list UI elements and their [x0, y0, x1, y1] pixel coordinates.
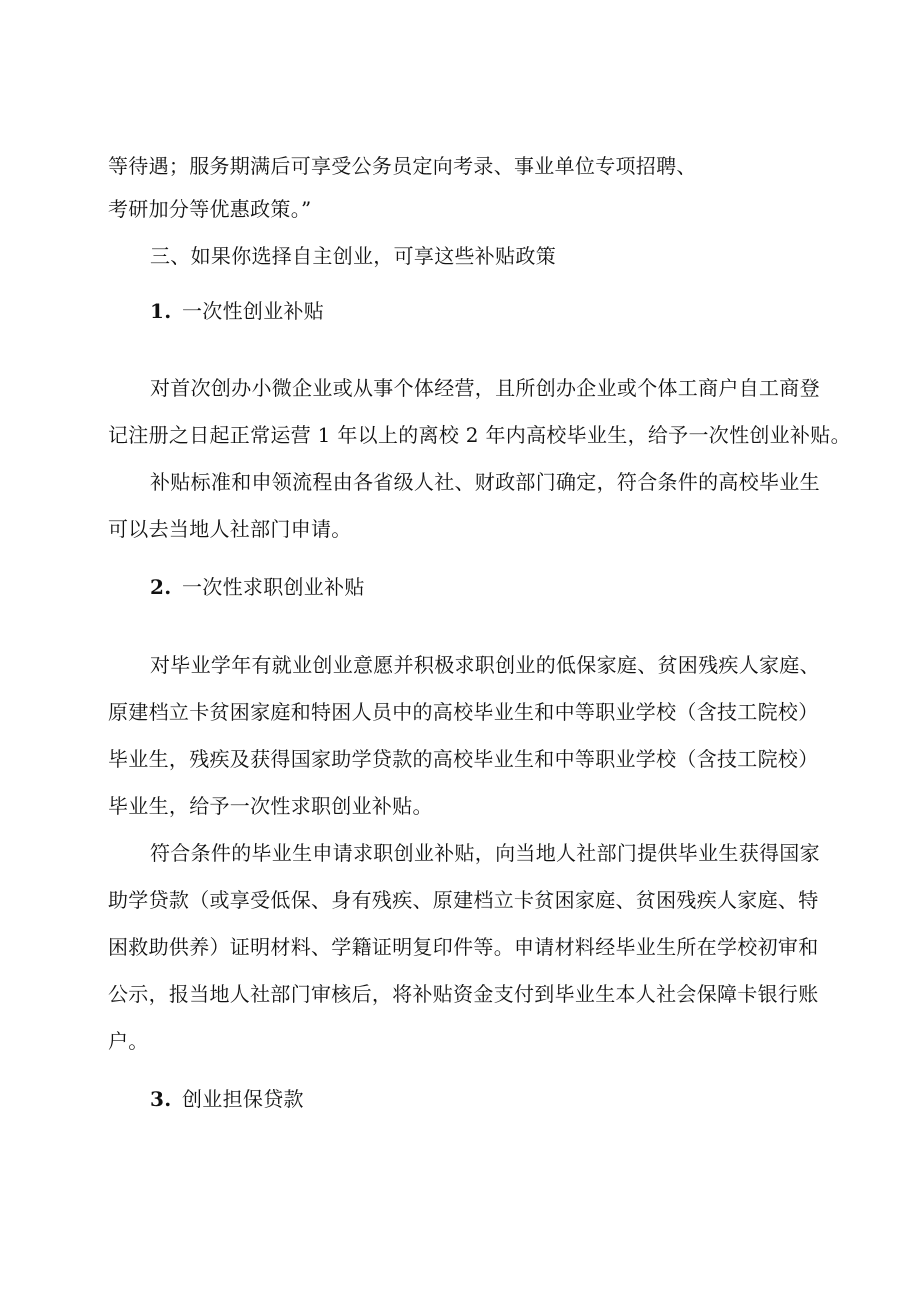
item-1-para-2-line-1: 补贴标准和申领流程由各省级人社、财政部门确定，符合条件的高校毕业生	[150, 470, 820, 494]
item-2-number: 2.	[150, 575, 172, 599]
item-2-heading	[150, 574, 365, 600]
item-2-para-2-line-4: 公示，报当地人社部门审核后，将补贴资金支付到毕业生本人社会保障卡银行账	[108, 982, 819, 1006]
item-3-number: 3.	[150, 1087, 172, 1111]
item-1-para-1-line-1: 对首次创办小微企业或从事个体经营，且所创办企业或个体工商户自工商登	[150, 376, 820, 400]
item-2-title: 一次性求职创业补贴	[182, 575, 365, 599]
intro-line-1: 等待遇；服务期满后可享受公务员定向考录、事业单位专项招聘、	[108, 154, 697, 178]
item-3-title: 创业担保贷款	[182, 1087, 304, 1111]
item-1-number: 1.	[150, 299, 172, 323]
intro-line-2: 考研加分等优惠政策。”	[108, 197, 312, 221]
item-1-title: 一次性创业补贴	[182, 299, 325, 323]
item-2-para-2-line-2: 助学贷款（或享受低保、身有残疾、原建档立卡贫困家庭、贫困残疾人家庭、特	[108, 888, 819, 912]
item-2-para-2-line-5: 户。	[108, 1029, 149, 1053]
item-2-para-1-line-1: 对毕业学年有就业创业意愿并积极求职创业的低保家庭、贫困残疾人家庭、	[150, 653, 820, 677]
section-heading: 三、如果你选择自主创业，可享这些补贴政策	[150, 244, 556, 268]
item-2-para-1-line-2: 原建档立卡贫困家庭和特困人员中的高校毕业生和中等职业学校（含技工院校）	[108, 700, 819, 724]
item-1-para-1-line-2: 记注册之日起正常运营 1 年以上的离校 2 年内高校毕业生，给予一次性创业补贴。	[108, 423, 851, 447]
item-2-para-2-line-1: 符合条件的毕业生申请求职创业补贴，向当地人社部门提供毕业生获得国家	[150, 841, 820, 865]
item-2-para-1-line-3: 毕业生，残疾及获得国家助学贷款的高校毕业生和中等职业学校（含技工院校）	[108, 747, 819, 771]
item-2-para-1-line-4: 毕业生，给予一次性求职创业补贴。	[108, 794, 433, 818]
item-2-para-2-line-3: 困救助供养）证明材料、学籍证明复印件等。申请材料经毕业生所在学校初审和	[108, 935, 819, 959]
item-1-para-2-line-2: 可以去当地人社部门申请。	[108, 517, 352, 541]
item-3-heading	[150, 1086, 304, 1112]
item-1-heading	[150, 298, 324, 324]
